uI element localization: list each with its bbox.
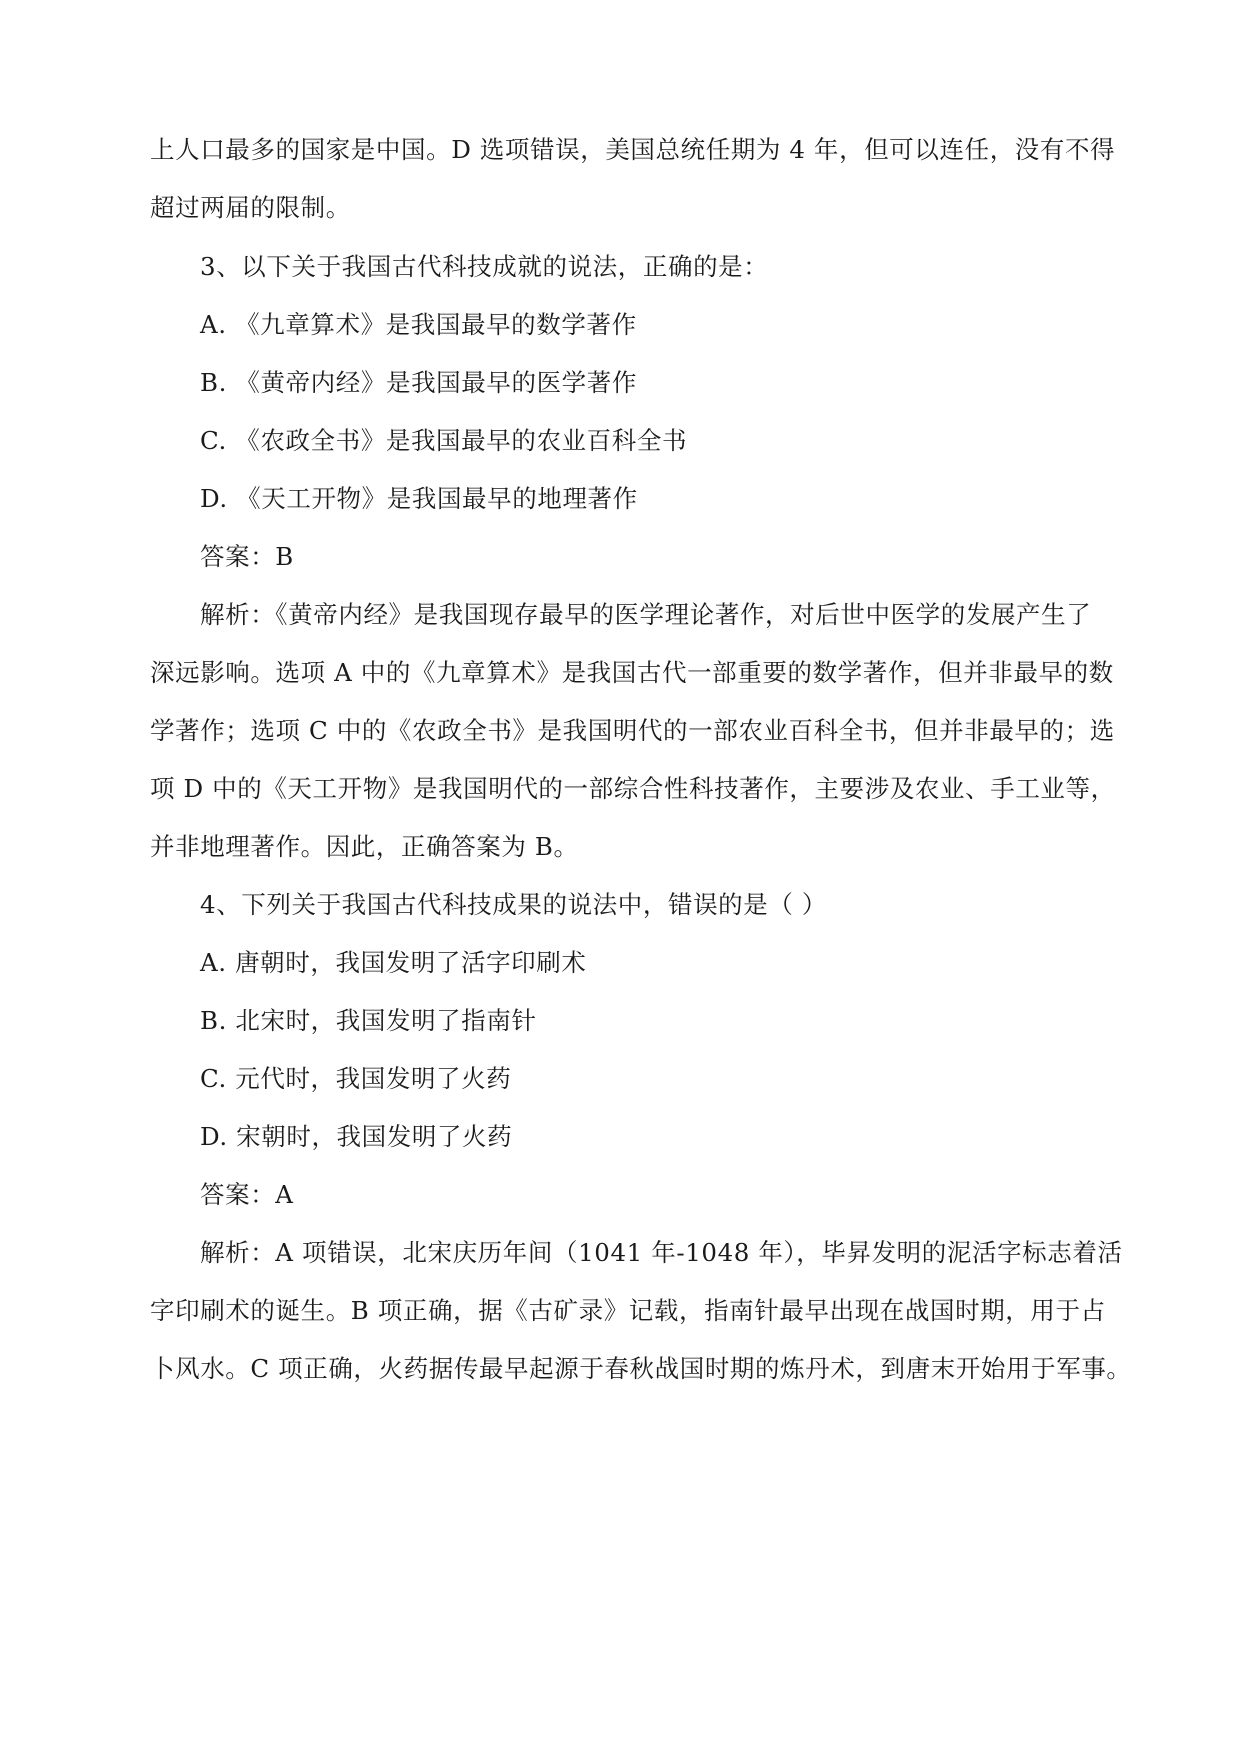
question-3-stem: 3、以下关于我国古代科技成就的说法，正确的是： [200, 252, 769, 281]
question-3-option-b: B. 《黄帝内经》是我国最早的医学著作 [200, 368, 637, 397]
question-4-option-a: A. 唐朝时，我国发明了活字印刷术 [200, 948, 587, 977]
question-3-option-a: A. 《九章算术》是我国最早的数学著作 [200, 310, 637, 339]
question-4-option-c: C. 元代时，我国发明了火药 [200, 1064, 512, 1093]
paragraph-line: 超过两届的限制。 [150, 193, 351, 222]
question-3-analysis-line: 项 D 中的《天工开物》是我国明代的一部综合性科技著作，主要涉及农业、手工业等， [150, 774, 1116, 803]
question-4-analysis-line: 卜风水。C 项正确，火药据传最早起源于春秋战国时期的炼丹术，到唐末开始用于军事。 [150, 1354, 1132, 1383]
question-3-analysis-line: 解析：《黄帝内经》是我国现存最早的医学理论著作，对后世中医学的发展产生了 [200, 600, 1092, 629]
question-3-analysis-line: 学著作；选项 C 中的《农政全书》是我国明代的一部农业百科全书，但并非最早的；选 [150, 716, 1115, 745]
paragraph-line: 上人口最多的国家是中国。D 选项错误，美国总统任期为 4 年，但可以连任，没有不得 [150, 135, 1116, 164]
question-3-option-d: D. 《天工开物》是我国最早的地理著作 [200, 484, 638, 513]
question-3-analysis-line: 深远影响。选项 A 中的《九章算术》是我国古代一部重要的数学著作，但并非最早的数 [150, 658, 1114, 687]
question-3-option-c: C. 《农政全书》是我国最早的农业百科全书 [200, 426, 688, 455]
question-4-option-b: B. 北宋时，我国发明了指南针 [200, 1006, 537, 1035]
question-4-answer: 答案：A [200, 1180, 294, 1209]
question-4-stem: 4、下列关于我国古代科技成果的说法中，错误的是（ ） [200, 890, 827, 919]
question-3-answer: 答案：B [200, 542, 294, 571]
question-3-analysis-line: 并非地理著作。因此，正确答案为 B。 [150, 832, 579, 861]
question-4-option-d: D. 宋朝时，我国发明了火药 [200, 1122, 513, 1151]
question-4-analysis-line: 解析：A 项错误，北宋庆历年间（1041 年-1048 年），毕昇发明的泥活字标志着活 [200, 1238, 1123, 1267]
question-4-analysis-line: 字印刷术的诞生。B 项正确，据《古矿录》记载，指南针最早出现在战国时期，用于占 [150, 1296, 1106, 1325]
